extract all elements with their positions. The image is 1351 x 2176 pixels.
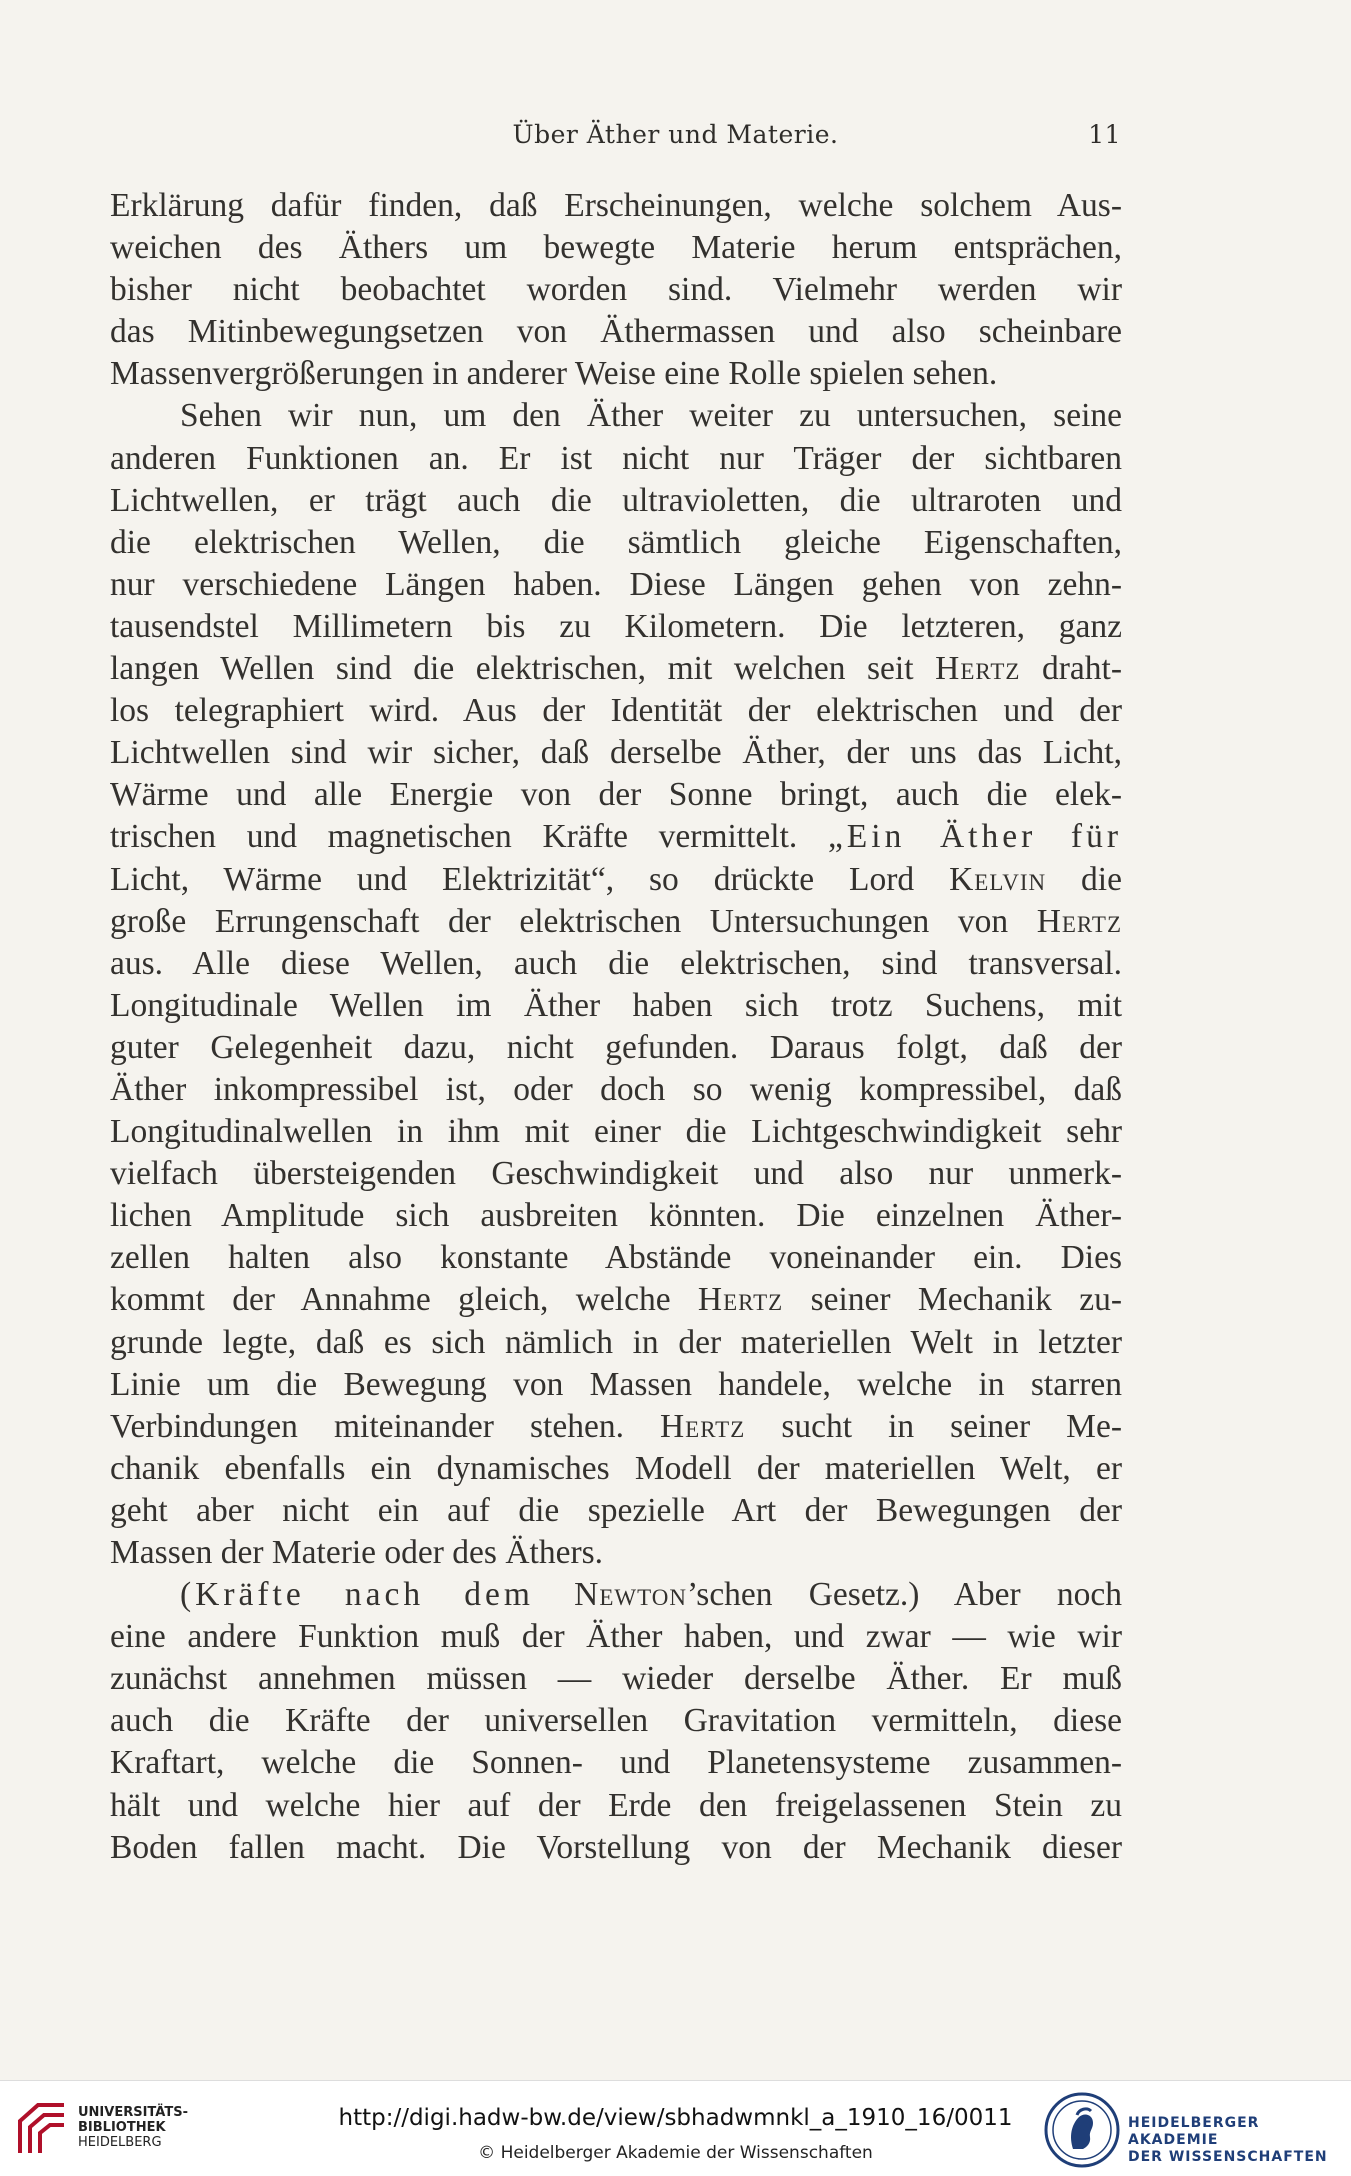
- body-text: [110, 185, 1122, 1869]
- text-line: Boden fallen macht. Die Vorstellung von der Mechanik dieser: [110, 1828, 1122, 1866]
- text-line: hält und welche hier auf der Erde den freigelassenen Stein zu: [110, 1786, 1122, 1824]
- copyright-notice: © Heidelberger Akademie der Wissenschaften: [478, 2143, 873, 2163]
- author-name: Hertz: [1036, 902, 1122, 940]
- text-line: weichen des Äthers um bewegte Materie herum entsprächen,: [110, 229, 1122, 267]
- text-line: lichen Amplitude sich ausbreiten könnten. Die einzelnen Äther-: [110, 1197, 1122, 1235]
- text-line: [110, 1574, 1122, 1616]
- academy-seal-icon: [1043, 2091, 1121, 2169]
- section-heading-spaced: (Kräfte nach dem: [180, 1576, 575, 1614]
- text-fragment: die: [1046, 860, 1122, 898]
- text-fragment: ’schen Gesetz.) Aber noch: [686, 1576, 1122, 1614]
- text-fragment: seiner Mechanik zu-: [783, 1281, 1122, 1319]
- academy-name: [1128, 2115, 1351, 2166]
- library-name-line: UNIVERSITÄTS-: [78, 2105, 188, 2120]
- text-fragment: draht-: [1020, 650, 1122, 688]
- text-line: Linie um die Bewegung von Massen handele, welche in starren: [110, 1365, 1122, 1403]
- author-name: Hertz: [935, 650, 1021, 688]
- text-line: Longitudinalwellen in ihm mit einer die Lichtgeschwindigkeit sehr: [110, 1113, 1122, 1151]
- text-fragment: langen Wellen sind die elektrischen, mit welchen seit: [110, 650, 936, 688]
- text-line: guter Gelegenheit dazu, nicht gefunden. Daraus folgt, daß der: [110, 1028, 1122, 1066]
- text-line: [110, 1279, 1122, 1321]
- text-line: bisher nicht beobachtet worden sind. Vielmehr werden wir: [110, 271, 1122, 309]
- text-line: Lichtwellen, er trägt auch die ultravioletten, die ultraroten und: [110, 481, 1122, 519]
- text-line: [110, 901, 1122, 943]
- text-line: zunächst annehmen müssen — wieder derselbe Äther. Er muß: [110, 1660, 1122, 1698]
- text-line: das Mitinbewegungsetzen von Äthermassen und also scheinbare: [110, 313, 1122, 351]
- viewer-footer: [0, 2080, 1351, 2176]
- text-line: grunde legte, daß es sich nämlich in der materiellen Welt in letzter: [110, 1323, 1122, 1361]
- text-line: Longitudinale Wellen im Äther haben sich trotz Suchens, mit: [110, 986, 1122, 1024]
- author-name: Hertz: [659, 1407, 746, 1445]
- text-line: aus. Alle diese Wellen, auch die elektrischen, sind transversal.: [110, 944, 1122, 982]
- text-line: Kraftart, welche die Sonnen- und Planetensysteme zusammen-: [110, 1744, 1122, 1782]
- page-number: 11: [1088, 120, 1121, 149]
- text-line: tausendstel Millimetern bis zu Kilometern. Die letzteren, ganz: [110, 607, 1122, 645]
- text-fragment: Licht, Wärme und Elektrizität“, so drückte Lord: [110, 860, 950, 898]
- text-line: eine andere Funktion muß der Äther haben, und zwar — wie wir: [110, 1618, 1122, 1656]
- text-fragment: trischen und magnetischen Kräfte vermittelt.: [110, 818, 828, 856]
- text-line: [110, 859, 1122, 901]
- text-line: anderen Funktionen an. Er ist nicht nur Träger der sichtbaren: [110, 439, 1122, 477]
- text-line: Äther inkompressibel ist, oder doch so wenig kompressibel, daß: [110, 1070, 1122, 1108]
- text-fragment: große Errungenschaft der elektrischen Untersuchungen von: [110, 902, 1037, 940]
- text-line: los telegraphiert wird. Aus der Identität der elektrischen und der: [110, 692, 1122, 730]
- text-line: Lichtwellen sind wir sicher, daß derselbe Äther, der uns das Licht,: [110, 734, 1122, 772]
- text-line: chanik ebenfalls ein dynamisches Modell der materiellen Welt, er: [110, 1449, 1122, 1487]
- text-line: die elektrischen Wellen, die sämtlich gleiche Eigenschaften,: [110, 523, 1122, 561]
- text-line: vielfach übersteigenden Geschwindigkeit und also nur unmerk-: [110, 1155, 1122, 1193]
- text-line: zellen halten also konstante Abstände voneinander ein. Dies: [110, 1239, 1122, 1277]
- text-line: [110, 816, 1122, 858]
- academy-name-line: HEIDELBERGER AKADEMIE: [1128, 2115, 1260, 2148]
- text-line: geht aber nicht ein auf die spezielle Art der Bewegungen der: [110, 1491, 1122, 1529]
- text-line: auch die Kräfte der universellen Gravitation vermitteln, diese: [110, 1702, 1122, 1740]
- running-head: [0, 120, 1351, 160]
- text-fragment: kommt der Annahme gleich, welche: [110, 1281, 698, 1319]
- running-title: Über Äther und Materie.: [512, 120, 839, 149]
- quote-spaced: „Ein Äther für: [827, 818, 1122, 856]
- permalink-url[interactable]: http://digi.hadw-bw.de/view/sbhadwmnkl_a_1910_16/0011: [338, 2105, 1013, 2131]
- text-line: Wärme und alle Energie von der Sonne bringt, auch die elek-: [110, 776, 1122, 814]
- text-line: [110, 648, 1122, 690]
- text-line: nur verschiedene Längen haben. Diese Längen gehen von zehn-: [110, 565, 1122, 603]
- author-name: Newton: [574, 1576, 687, 1614]
- text-line: [110, 1406, 1122, 1448]
- text-line: Sehen wir nun, um den Äther weiter zu untersuchen, seine: [180, 397, 1122, 435]
- text-line: Erklärung dafür finden, daß Erscheinungen, welche solchem Aus-: [110, 187, 1122, 224]
- text-line: Massen der Materie oder des Äthers.: [110, 1534, 604, 1571]
- text-fragment: sucht in seiner Me-: [745, 1407, 1122, 1445]
- author-name: Hertz: [697, 1281, 784, 1319]
- academy-name-line: DER WISSENSCHAFTEN: [1128, 2149, 1328, 2165]
- library-name-line: BIBLIOTHEK: [78, 2120, 166, 2135]
- author-name: Kelvin: [949, 860, 1047, 898]
- text-fragment: Verbindungen miteinander stehen.: [110, 1407, 660, 1445]
- library-name-line: HEIDELBERG: [78, 2135, 162, 2150]
- text-line: Massenvergrößerungen in anderer Weise eine Rolle spielen sehen.: [110, 355, 998, 393]
